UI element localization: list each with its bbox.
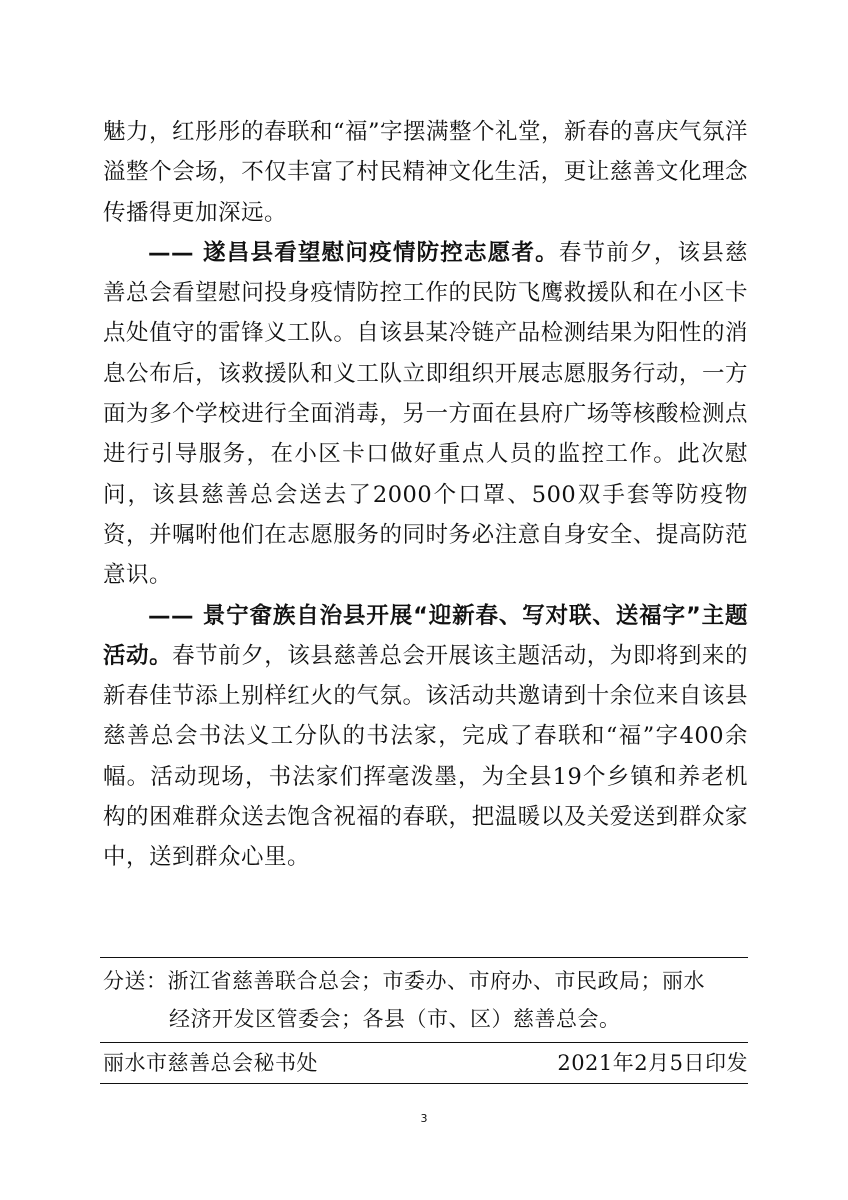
issuer: 丽水市慈善总会秘书处 — [103, 1051, 318, 1075]
paragraph-text: 春节前夕，该县慈善总会看望慰问投身疫情防控工作的民防飞鹰救援队和在小区卡点处值守的雷锋义工队。自该县某冷链产品检测结果为阳性的消息公布后，该救援队和义工队立即组织开展志愿服务行动，一方面为多个学校进行全面消毒，另一方面在县府广场等核酸检测点进行引导服务，在小区卡口做好重点人员的监控工作。此次慰问，该县慈善总会送去了2000个口罩、500双手套等防疫物资，并嘱咐他们在志愿服务的同时务必注意自身安全、提高防范意识。 — [103, 239, 748, 589]
divider-bottom — [100, 1083, 748, 1084]
paragraph-text: 春节前夕，该县慈善总会开展该主题活动，为即将到来的新春佳节添上别样红火的气氛。该活动共邀请到十余位来自该县慈善总会书法义工分队的书法家，完成了春联和“福”字400余幅。活动现场，书法家们挥毫泼墨，为全县19个乡镇和养老机构的困难群众送去饱含祝福的春联，把温暖以及关爱送到群众家中，送到群众心里。 — [103, 642, 748, 871]
body-text — [103, 112, 748, 878]
paragraph-suichang — [103, 233, 748, 596]
paragraph-heading: —— 景宁畲族自治县开展“迎新春、写对联、送福字”主题活动。 — [103, 602, 748, 669]
paragraph-text: 魅力，红彤彤的春联和“福”字摆满整个礼堂，新春的喜庆气氛洋溢整个会场，不仅丰富了村民精神文化生活，更让慈善文化理念传播得更加深远。 — [103, 119, 749, 226]
divider-middle — [100, 1042, 748, 1043]
page-number: 3 — [420, 1112, 428, 1125]
distribution-list — [103, 962, 748, 1038]
divider-top — [100, 957, 748, 958]
paragraph-jingning — [103, 596, 748, 878]
issue-date: 2021年2月5日印发 — [557, 1051, 748, 1075]
distribution-line: 经济开发区管委会；各县（市、区）慈善总会。 — [169, 1007, 621, 1031]
distribution-line: 分送：浙江省慈善联合总会；市委办、市府办、市民政局；丽水 — [103, 969, 705, 993]
paragraph-continuation — [103, 112, 748, 233]
paragraph-heading: —— 遂昌县看望慰问疫情防控志愿者。 — [148, 239, 559, 266]
imprint-line — [103, 1044, 748, 1082]
